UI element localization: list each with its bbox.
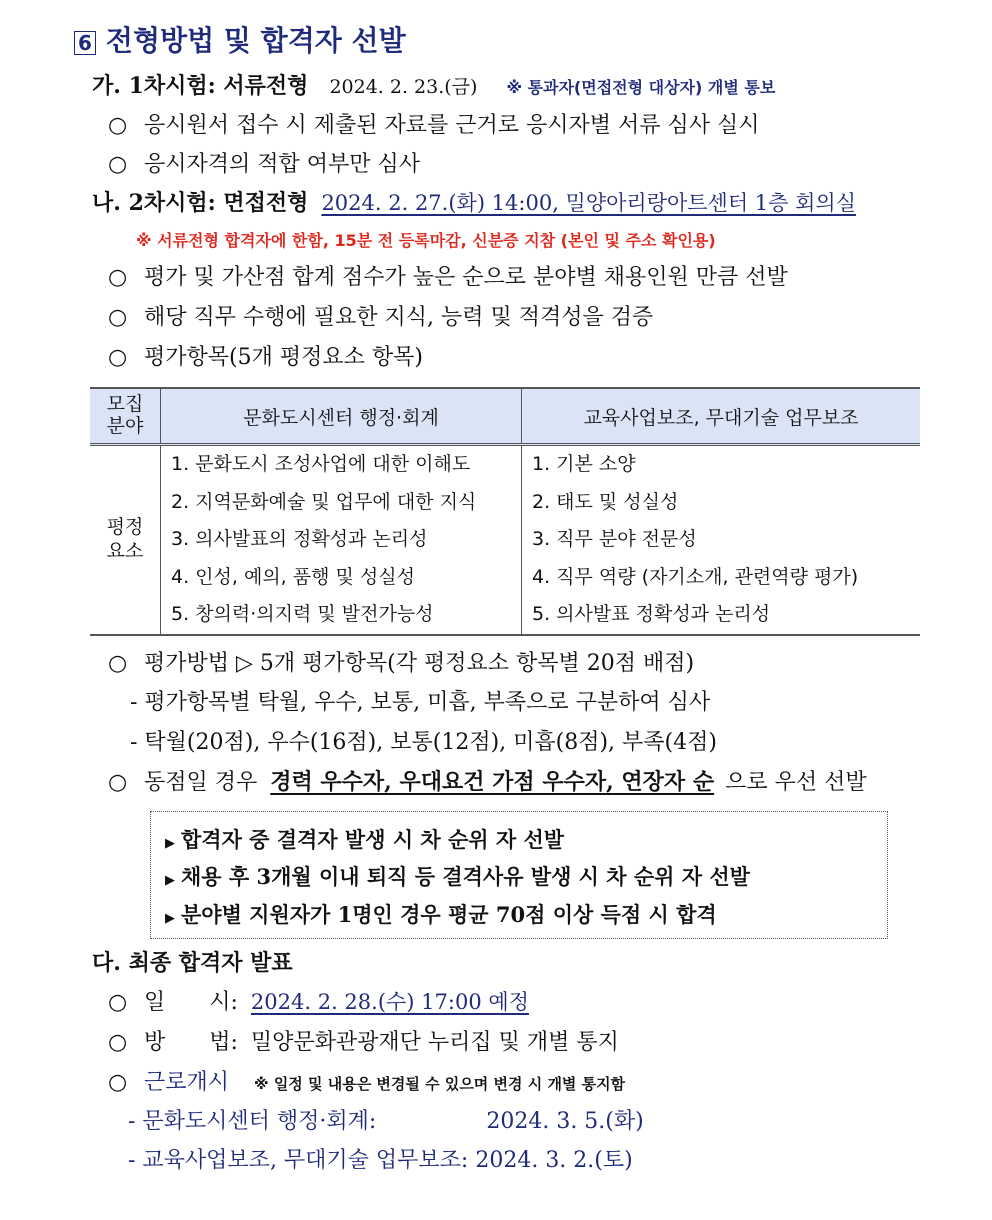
circle-bullet-icon: ○ — [108, 345, 128, 370]
notice-text: 분야별 지원자가 1명인 경우 평균 70점 이상 득점 시 합격 — [181, 902, 717, 927]
notice-box — [150, 811, 888, 939]
notice-text: 합격자 중 결격자 발생 시 차 순위 자 선발 — [181, 827, 565, 852]
second-exam-line — [92, 190, 856, 217]
criterion-item: 2. 태도 및 성실성 — [532, 490, 679, 513]
evaluation-table — [90, 387, 920, 636]
second-exam-label: 나. 2차시험: 면접전형 — [92, 190, 309, 216]
triangle-bullet-icon: ▶ — [165, 836, 175, 851]
notice-item — [165, 824, 564, 854]
second-bullet-3 — [108, 345, 423, 371]
col1-header: 문화도시센터 행정·회계 — [161, 388, 522, 445]
bullet-text: 응시원서 접수 시 제출된 자료를 근거로 응시자별 서류 심사 실시 — [144, 113, 760, 138]
final-date-label: 일 시: — [144, 990, 238, 1015]
criterion-item: 3. 의사발표의 정확성과 논리성 — [171, 528, 428, 550]
circle-bullet-icon: ○ — [108, 990, 128, 1015]
method-text: 평가방법 ▷ 5개 평가항목(각 평정요소 항목별 20점 배점) — [144, 651, 695, 676]
final-label: 다. 최종 합격자 발표 — [92, 950, 293, 976]
final-method-line — [108, 1030, 619, 1056]
criterion-item: 5. 창의력·의지력 및 발전가능성 — [171, 603, 434, 625]
tie-suffix: 으로 우선 선발 — [725, 770, 867, 795]
tie-emphasis: 경력 우수자, 우대요건 가점 우수자, 연장자 순 — [270, 769, 715, 795]
criterion-item: 2. 지역문화예술 및 업무에 대한 지식 — [171, 490, 477, 513]
criterion-item: 1. 기본 소양 — [532, 453, 636, 475]
row-label-cell — [90, 445, 161, 635]
method-sub-1: - 평가항목별 탁월, 우수, 보통, 미흡, 부족으로 구분하여 심사 — [130, 690, 711, 715]
criterion-item: 1. 문화도시 조성사업에 대한 이해도 — [171, 453, 471, 475]
header-field-line-2: 분야 — [106, 415, 144, 437]
first-exam-date: 2024. 2. 23.(금) — [329, 76, 478, 98]
first-exam-note: ※ 통과자(면접전형 대상자) 개별 통보 — [506, 78, 776, 97]
circle-bullet-icon: ○ — [108, 770, 128, 795]
bullet-text: 해당 직무 수행에 필요한 지식, 능력 및 적격성을 검증 — [144, 305, 654, 330]
first-bullet-2 — [108, 152, 420, 178]
bullet-text: 평가항목(5개 평정요소 항목) — [144, 345, 423, 370]
col2-items — [522, 445, 921, 635]
work-start-1: - 문화도시센터 행정·회계: 2024. 3. 5.(화) — [128, 1109, 644, 1134]
bullet-text: 응시자격의 적합 여부만 심사 — [144, 152, 421, 177]
notice-item — [165, 899, 717, 929]
first-exam-label: 가. 1차시험: 서류전형 — [92, 73, 309, 99]
header-field-cell — [90, 388, 161, 445]
circle-bullet-icon: ○ — [108, 1070, 128, 1095]
row-label-line-2: 요소 — [106, 539, 144, 562]
circle-bullet-icon: ○ — [108, 305, 128, 330]
triangle-bullet-icon: ▶ — [165, 873, 175, 888]
method-sub-2: - 탁월(20점), 우수(16점), 보통(12점), 미흡(8점), 부족(4점) — [130, 730, 717, 755]
tie-prefix: 동점일 경우 — [144, 770, 258, 795]
circle-bullet-icon: ○ — [108, 651, 128, 676]
section-title-text: 전형방법 및 합격자 선발 — [105, 24, 406, 57]
circle-bullet-icon: ○ — [108, 113, 128, 138]
work-start-label: 근로개시 — [144, 1070, 230, 1095]
second-exam-schedule: 2024. 2. 27.(화) 14:00, 밀양아리랑아트센터 1층 회의실 — [321, 191, 856, 215]
final-method-label: 방 법: — [144, 1030, 238, 1055]
work-start-note: ※ 일정 및 내용은 변경될 수 있으며 변경 시 개별 통지함 — [254, 1075, 626, 1093]
col1-items — [161, 445, 522, 635]
bullet-text: 평가 및 가산점 합계 점수가 높은 순으로 분야별 채용인원 만큼 선발 — [144, 265, 788, 290]
notice-item — [165, 861, 750, 891]
work-start-line — [108, 1070, 625, 1096]
second-bullet-1 — [108, 265, 788, 291]
criterion-item: 3. 직무 분야 전문성 — [532, 528, 697, 550]
work-start-2: - 교육사업보조, 무대기술 업무보조: 2024. 3. 2.(토) — [128, 1148, 633, 1173]
section-title — [74, 24, 406, 58]
second-exam-note: ※ 서류전형 합격자에 한함, 15분 전 등록마감, 신분증 지참 (본인 및 주소 확인용) — [136, 231, 716, 250]
col2-header: 교육사업보조, 무대기술 업무보조 — [522, 388, 921, 445]
notice-text: 채용 후 3개월 이내 퇴직 등 결격사유 발생 시 차 순위 자 선발 — [181, 864, 750, 889]
first-exam-line — [92, 73, 775, 100]
header-field-line-1: 모집 — [106, 393, 144, 416]
criterion-item: 5. 의사발표 정확성과 논리성 — [532, 603, 771, 625]
final-date-value: 2024. 2. 28.(수) 17:00 예정 — [250, 990, 529, 1014]
table-header-row — [90, 388, 920, 445]
criterion-item: 4. 인성, 예의, 품행 및 성실성 — [171, 565, 415, 588]
section-number: 6 — [74, 31, 96, 55]
triangle-bullet-icon: ▶ — [165, 911, 175, 926]
second-bullet-2 — [108, 305, 653, 331]
circle-bullet-icon: ○ — [108, 265, 128, 290]
table-row — [90, 445, 920, 635]
criterion-item: 4. 직무 역량 (자기소개, 관련역량 평가) — [532, 565, 859, 588]
circle-bullet-icon: ○ — [108, 152, 128, 177]
final-date-line — [108, 990, 529, 1016]
circle-bullet-icon: ○ — [108, 1030, 128, 1055]
final-method-value: 밀양문화관광재단 누리집 및 개별 통지 — [250, 1030, 619, 1055]
row-label-line-1: 평정 — [106, 516, 144, 538]
tie-rule — [108, 769, 867, 796]
first-bullet-1 — [108, 113, 760, 139]
method-bullet — [108, 651, 694, 677]
